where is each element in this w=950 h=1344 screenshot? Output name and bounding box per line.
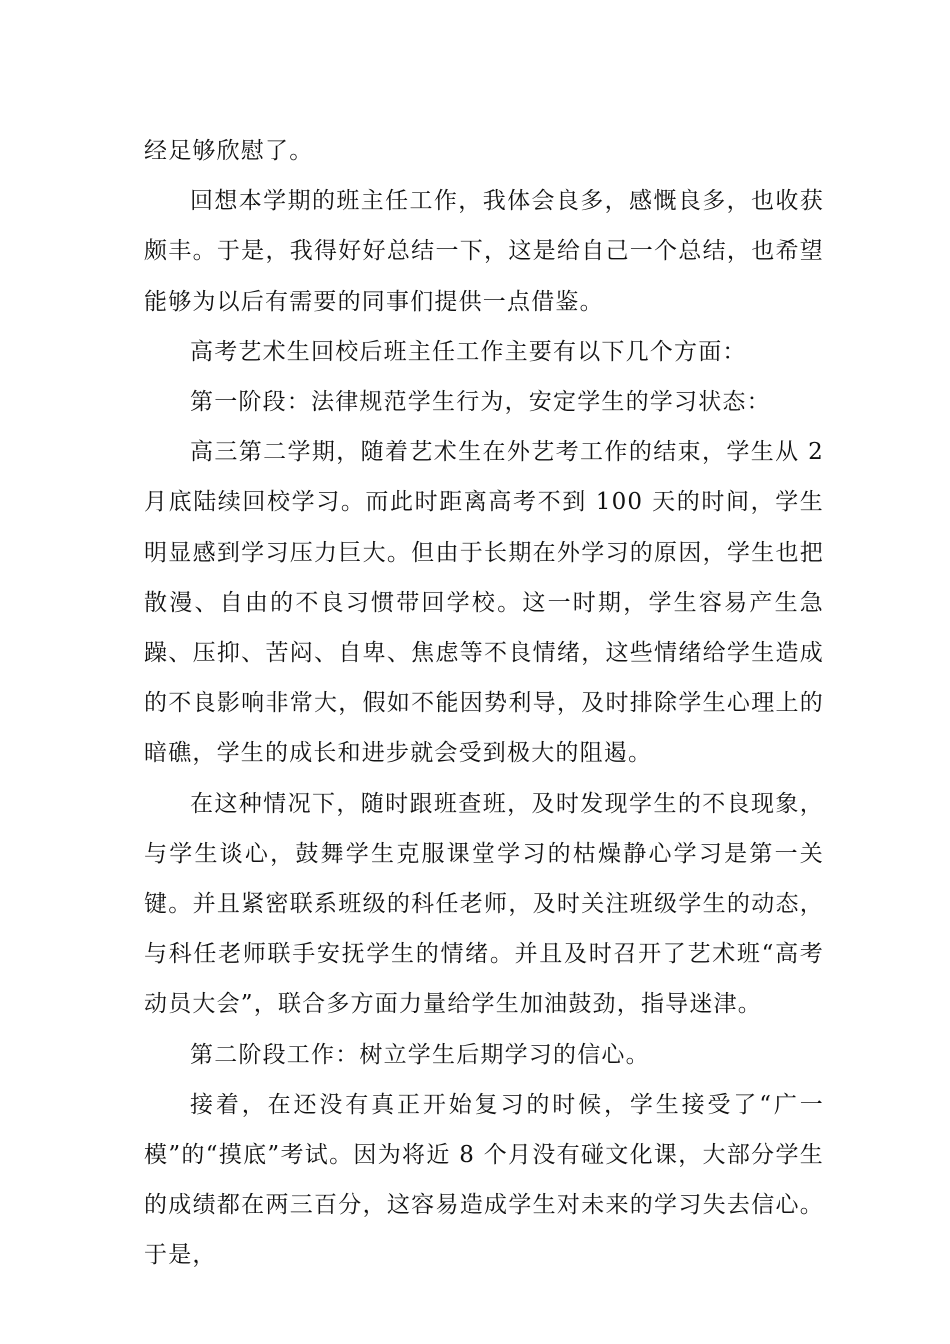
paragraph-1: 经足够欣慰了。 — [144, 138, 314, 164]
paragraph-6: 在这种情况下，随时跟班查班，及时发现学生的不良现象，与学生谈心，鼓舞学生克服课堂学习的枯燥静心学习是第一关键。并且紧密联系班级的科任老师，及时关注班级学生的动态，与科任老师联手安抚学生的情绪。并且及时召开了艺术班“高考动员大会”，联合多方面力量给学生加油鼓劲，指导迷津。 — [144, 790, 824, 1018]
paragraph-7: 第二阶段工作：树立学生后期学习的信心。 — [190, 1041, 650, 1068]
paragraph-4: 第一阶段：法律规范学生行为，安定学生的学习状态： — [190, 389, 771, 416]
paragraph-8: 接着，在还没有真正开始复习的时候，学生接受了“广一模”的“摸底”考试。因为将近 8 个月没有碰文化课，大部分学生的成绩都在两三百分，这容易造成学生对未来的学习失去信心。于是， — [144, 1091, 824, 1269]
document-body — [144, 126, 824, 1281]
paragraph-5: 高三第二学期，随着艺术生在外艺考工作的结束，学生从 2 月底陆续回校学习。而此时距离高考不到 100 天的时间，学生明显感到学习压力巨大。但由于长期在外学习的原因，学生也把散漫、自由的不良习惯带回学校。这一时期，学生容易产生急躁、压抑、苦闷、自卑、焦虑等不良情绪，这些情绪给学生造成的不良影响非常大，假如不能因势利导，及时排除学生心理上的暗礁，学生的成长和进步就会受到极大的阻遏。 — [144, 439, 824, 767]
paragraph-2: 回想本学期的班主任工作，我体会良多，感慨良多，也收获颇丰。于是，我得好好总结一下，这是给自己一个总结，也希望能够为以后有需要的同事们提供一点借鉴。 — [144, 188, 824, 315]
paragraph-3: 高考艺术生回校后班主任工作主要有以下几个方面： — [190, 338, 747, 365]
